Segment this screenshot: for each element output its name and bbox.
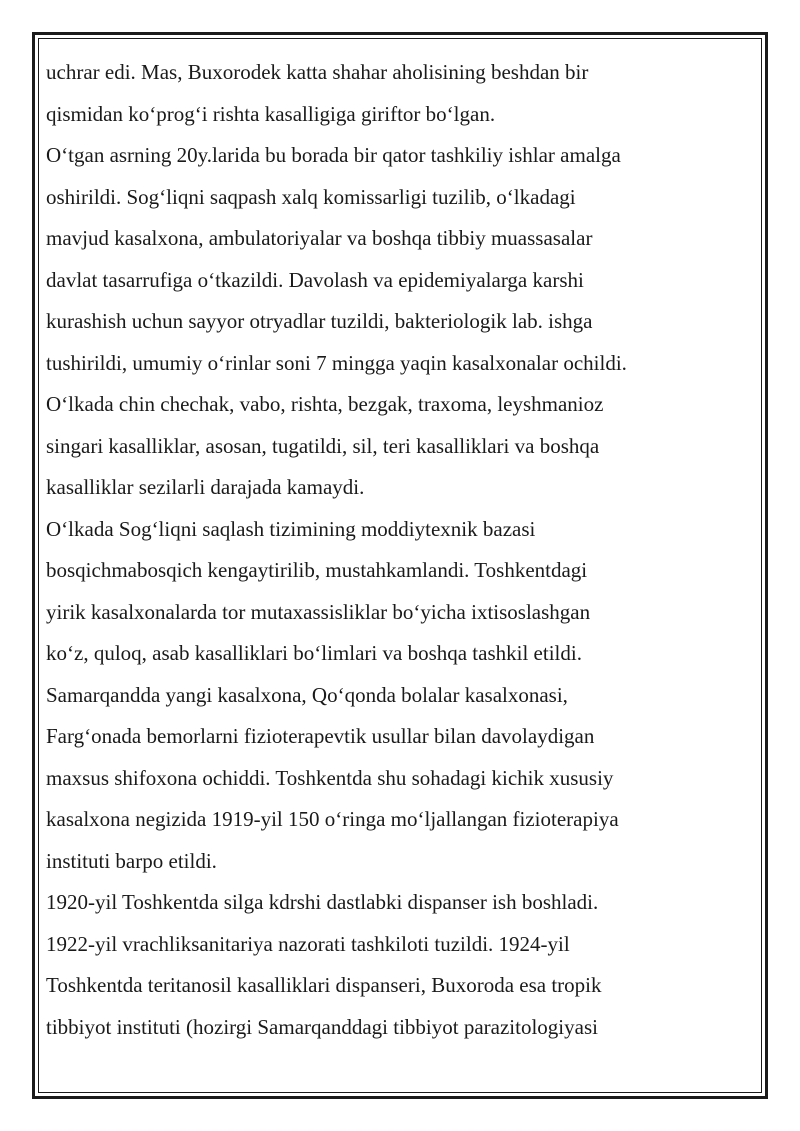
text-line: instituti barpo etildi. — [46, 848, 217, 873]
document-body — [46, 52, 746, 1048]
text-line: oshirildi. Sog‘liqni saqpash xalq komissarligi tuzilib, o‘lkadagi — [46, 184, 576, 209]
text-line: Farg‘onada bemorlarni fizioterapevtik usullar bilan davolaydigan — [46, 724, 595, 748]
text-line: O‘lkada Sog‘liqni saqlash tizimining moddiytexnik bazasi — [46, 516, 536, 541]
text-line: 1922-yil vrachliksanitariya nazorati tashkiloti tuzildi. 1924-yil — [46, 931, 570, 956]
text-line: singari kasalliklar, asosan, tugatildi, sil, teri kasalliklari va boshqa — [46, 433, 600, 458]
text-line: O‘tgan asrning 20y.larida bu borada bir qator tashkiliy ishlar amalga — [46, 143, 621, 167]
text-line: ko‘z, quloq, asab kasalliklari bo‘limlari va boshqa tashkil etildi. — [46, 641, 582, 665]
text-line: bosqichmabosqich kengaytirilib, mustahkamlandi. Toshkentdagi — [46, 558, 588, 582]
text-line: uchrar edi. Mas, Buxorodek katta shahar aholisining beshdan bir — [46, 60, 589, 84]
text-line: Samarqandda yangi kasalxona, Qo‘qonda bolalar kasalxonasi, — [46, 682, 568, 707]
text-line: davlat tasarrufiga o‘tkazildi. Davolash va epidemiyalarga karshi — [46, 267, 584, 292]
text-line: mavjud kasalxona, ambulatoriyalar va boshqa tibbiy muassasalar — [46, 226, 593, 250]
text-line: tibbiyot instituti (hozirgi Samarqanddagi tibbiyot parazitologiyasi — [46, 1014, 598, 1039]
text-line: O‘lkada chin chechak, vabo, rishta, bezgak, traxoma, leyshmanioz — [46, 392, 604, 416]
text-line: Toshkentda teritanosil kasalliklari dispanseri, Buxoroda esa tropik — [46, 973, 602, 997]
text-line: kurashish uchun sayyor otryadlar tuzildi, bakteriologik lab. ishga — [46, 309, 593, 333]
text-line: kasalliklar sezilarli darajada kamaydi. — [46, 475, 365, 499]
text-line: yirik kasalxonalarda tor mutaxassisliklar bo‘yicha ixtisoslashgan — [46, 599, 591, 624]
text-line: kasalxona negizida 1919-yil 150 o‘ringa mo‘ljallangan fizioterapiya — [46, 807, 619, 831]
text-line: tushirildi, umumiy o‘rinlar soni 7 mingga yaqin kasalxonalar ochildi. — [46, 350, 627, 375]
text-line: qismidan ko‘prog‘i rishta kasalligiga giriftor bo‘lgan. — [46, 101, 496, 126]
text-line: maxsus shifoxona ochiddi. Toshkentda shu sohadagi kichik xususiy — [46, 765, 614, 790]
text-line: 1920-yil Toshkentda silga kdrshi dastlabki dispanser ish boshladi. — [46, 890, 599, 914]
